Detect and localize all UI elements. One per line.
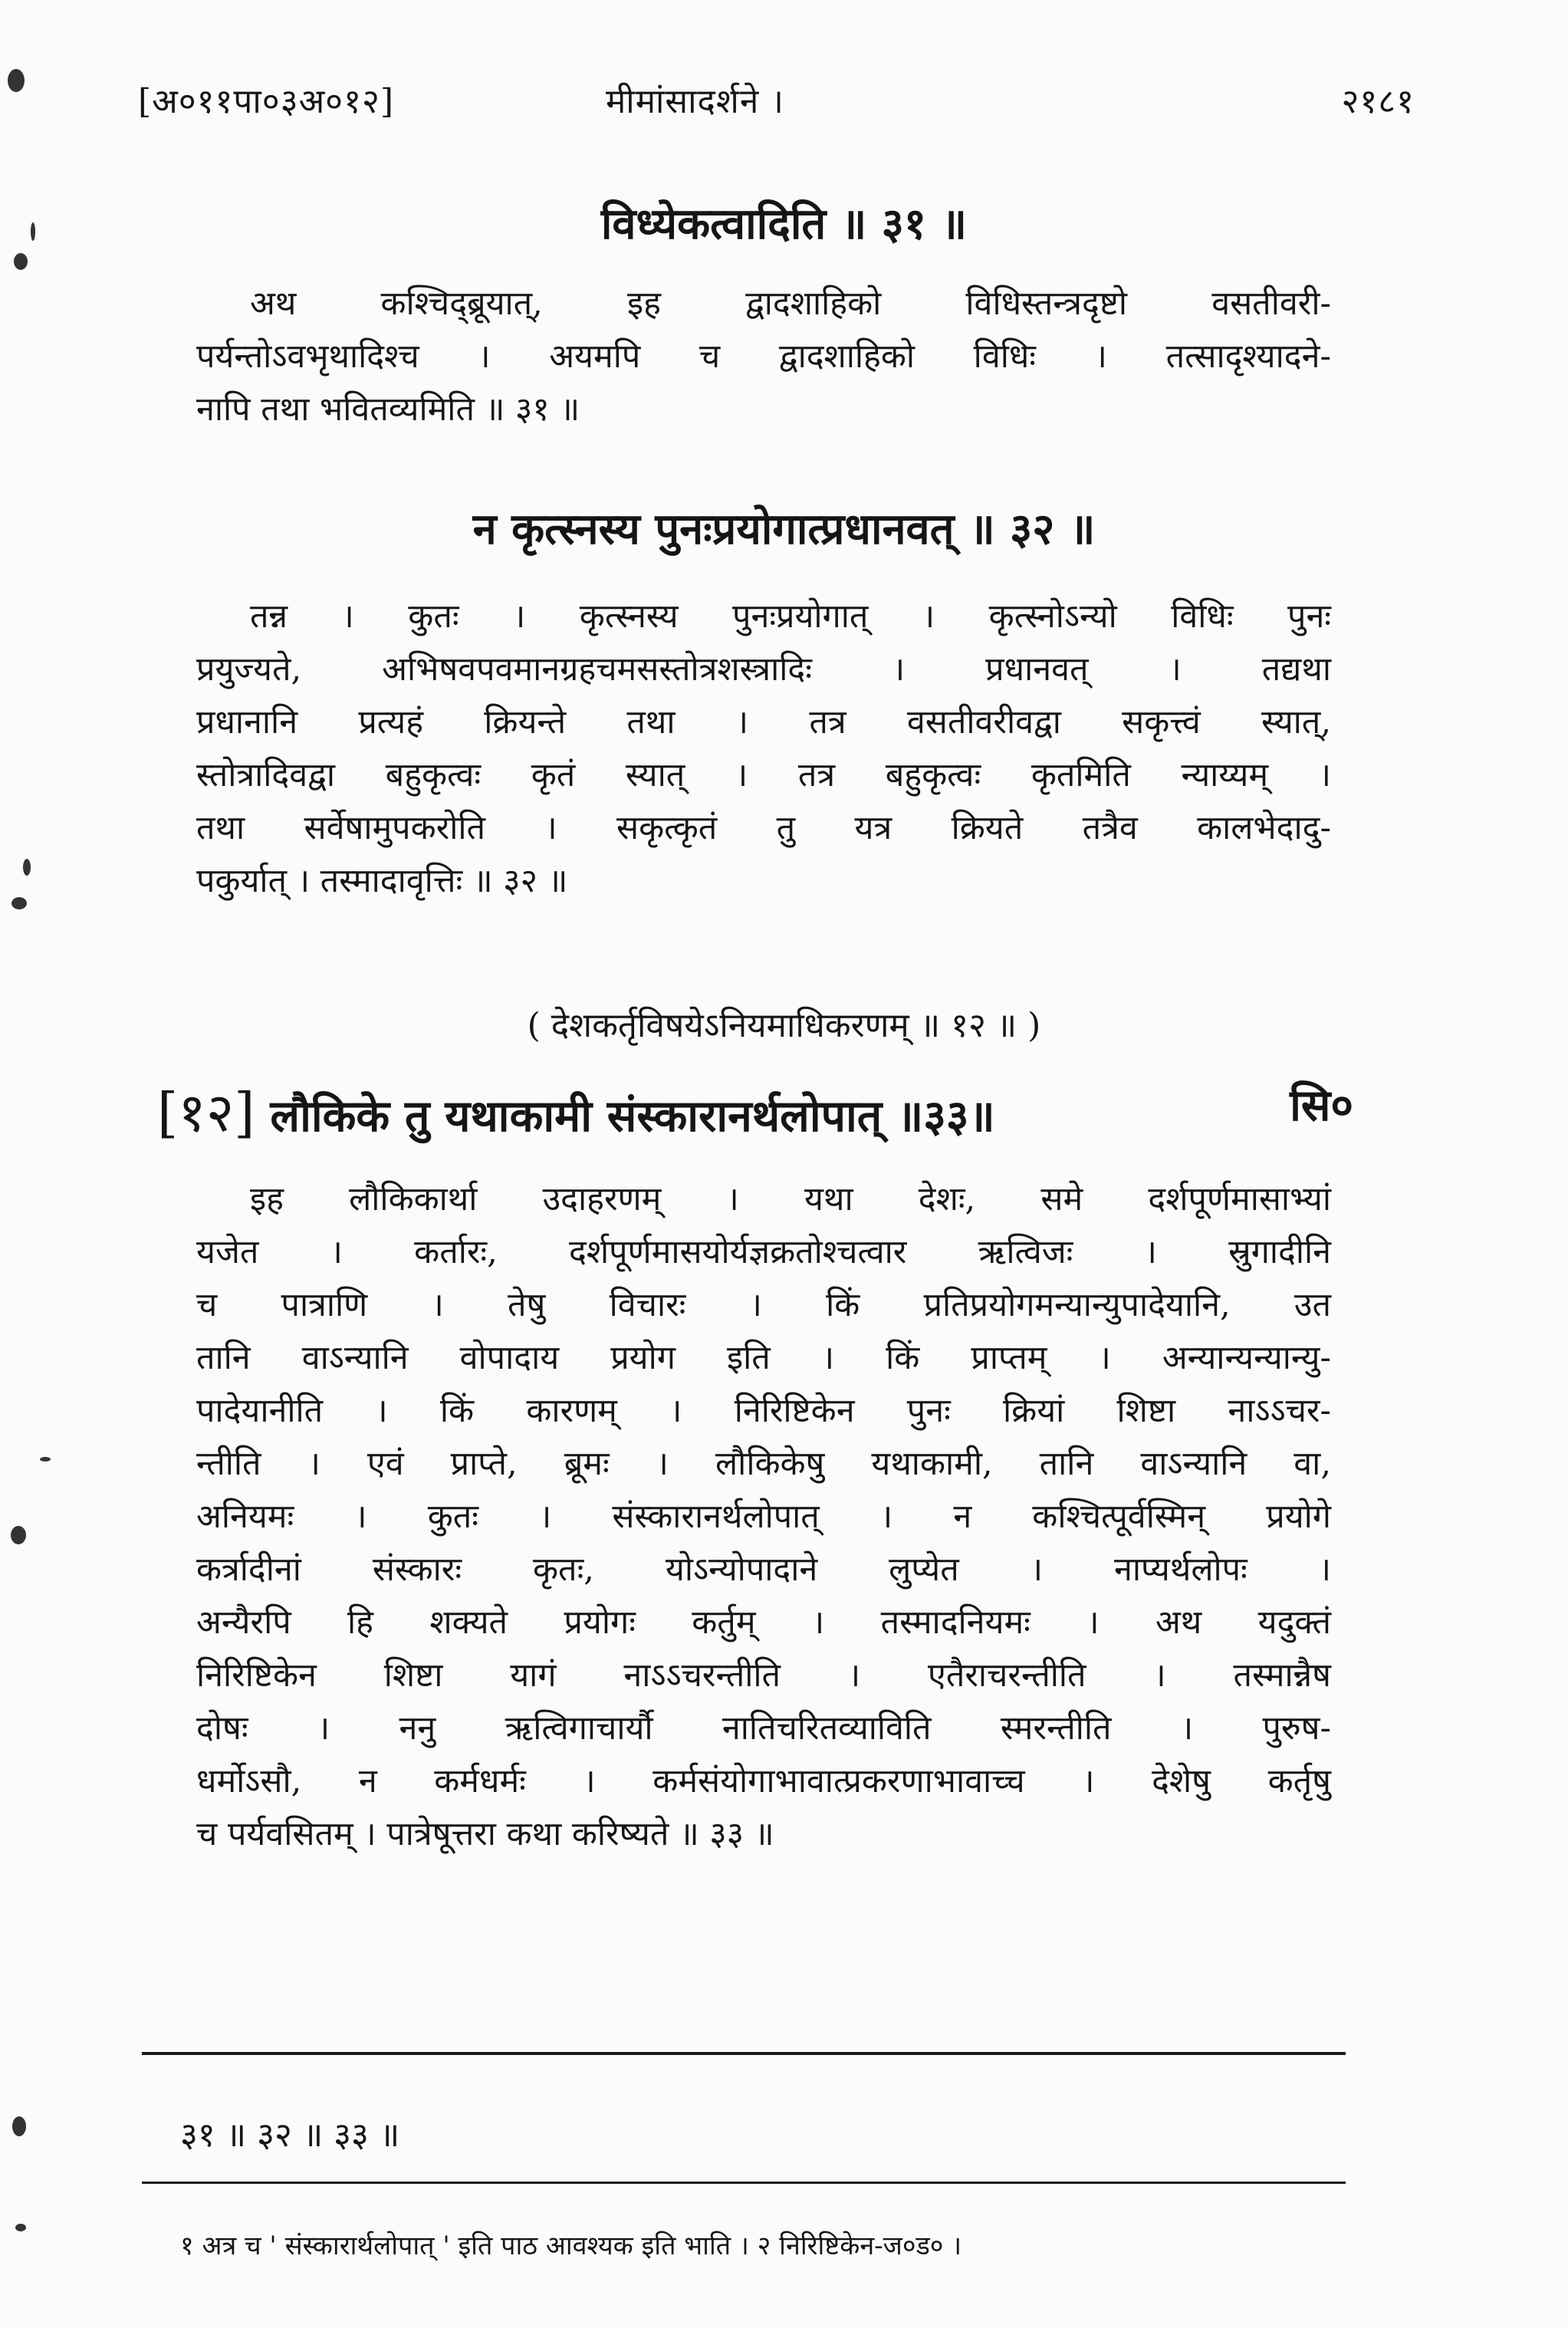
text-line: यजेत । कर्तारः, दर्शपूर्णमासयोर्यज्ञक्रतोश्चत्वार ऋत्विजः । स्रुगादीनि (196, 1233, 1331, 1271)
commentary-33 (196, 1173, 1331, 1861)
sutra-31: विध्येकत्वादिति ॥ ३१ ॥ (600, 199, 968, 249)
text-line: कर्त्रादीनां संस्कारः कृतः, योऽन्योपादाने लुप्येत । नाप्यर्थलोपः । (196, 1550, 1331, 1589)
footnote: १ अत्र च ' संस्कारार्थलोपात् ' इति पाठ आवश्यक इति भाति । २ निरिष्टिकेन-ज०ड० । (180, 2231, 962, 2261)
text-line: च पात्राणि । तेषु विचारः । किं प्रतिप्रयोगमन्यान्युपादेयानि, उत (196, 1286, 1331, 1324)
sutra-32: न कृत्स्नस्य पुनःप्रयोगात्प्रधानवत् ॥ ३२ ॥ (472, 504, 1096, 554)
text-line: नापि तथा भवितव्यमिति ॥ ३१ ॥ (196, 390, 580, 429)
text-line: तथा सर्वेषामुपकरोति । सकृत्कृतं तु यत्र क्रियते तत्रैव कालभेदादु- (196, 809, 1331, 847)
text-line: प्रयुज्यते, अभिषवपवमानग्रहचमसस्तोत्रशस्त्रादिः । प्रधानवत् । तद्यथा (196, 650, 1331, 689)
text-line: प्रधानानि प्रत्यहं क्रियन्ते तथा । तत्र वसतीवरीवद्वा सकृत्त्वं स्यात्, (196, 703, 1331, 741)
text-line: न्तीति । एवं प्राप्ते, ब्रूमः । लौकिकेषु यथाकामी, तानि वाऽन्यानि वा, (196, 1445, 1331, 1483)
commentary-31 (196, 278, 1331, 436)
sutra-reference-line: ३१ ॥ ३२ ॥ ३३ ॥ (180, 2116, 400, 2155)
text-line: धर्मोऽसौ, न कर्मधर्मः । कर्मसंयोगाभावात्प्रकरणाभावाच्च । देशेषु कर्तृषु (196, 1762, 1331, 1800)
text-line: पर्यन्तोऽवभृथादिश्च । अयमपि च द्वादशाहिको विधिः । तत्सादृश्यादने- (196, 337, 1331, 376)
footnote-separator-top (142, 2052, 1346, 2055)
scan-margin-marks (0, 0, 54, 2328)
commentary-32 (196, 590, 1331, 908)
text-line: तानि वाऽन्यानि वोपादाय प्रयोग इति । किं प्राप्तम् । अन्यान्यन्यान्यु- (196, 1339, 1331, 1377)
text-line: पकुर्यात् । तस्मादावृत्तिः ॥ ३२ ॥ (196, 862, 568, 900)
footnote-separator-bottom (142, 2182, 1346, 2184)
text-line: अथ कश्चिद्ब्रूयात्, इह द्वादशाहिको विधिस्तन्त्रदृष्टो वसतीवरी- (250, 284, 1331, 323)
text-line: इह लौकिकार्था उदाहरणम् । यथा देशः, समे दर्शपूर्णमासाभ्यां (250, 1180, 1331, 1218)
text-line: दोषः । ननु ऋत्विगाचार्यौ नातिचरितव्याविति स्मरन्तीति । पुरुष- (196, 1709, 1331, 1748)
header-section-ref: [अ०११पा०३अ०१२] (138, 82, 394, 121)
adhikarana-heading: ( देशकर्तृविषयेऽनियमाधिकरणम् ॥ १२ ॥ ) (527, 1006, 1041, 1045)
header-title: मीमांसादर्शने । (606, 82, 784, 121)
siddhanta-mark: सि० (1290, 1080, 1353, 1131)
text-line: पादेयानीति । किं कारणम् । निरिष्टिकेन पुनः क्रियां शिष्टा नाऽऽचर- (196, 1392, 1331, 1430)
text-line: स्तोत्रादिवद्वा बहुकृत्वः कृतं स्यात् । तत्र बहुकृत्वः कृतमिति न्याय्यम् । (196, 756, 1331, 794)
text-line: च पर्यवसितम् । पात्रेषूत्तरा कथा करिष्यते ॥ ३३ ॥ (196, 1815, 774, 1853)
sutra-33-text: लौकिके तु यथाकामी संस्कारानर्थलोपात् ॥३३॥ (270, 1090, 995, 1142)
text-line: तन्न । कुतः । कृत्स्नस्य पुनःप्रयोगात् । कृत्स्नोऽन्यो विधिः पुनः (250, 597, 1331, 636)
text-line: अन्यैरपि हि शक्यते प्रयोगः कर्तुम् । तस्मादनियमः । अथ यदुक्तं (196, 1603, 1331, 1642)
sutra-33 (157, 1074, 1353, 1147)
adhikarana-number: [१२] (157, 1081, 255, 1144)
page-number: २१८१ (1341, 82, 1415, 121)
text-line: निरिष्टिकेन शिष्टा यागं नाऽऽचरन्तीति । एतैराचरन्तीति । तस्मान्नैष (196, 1656, 1331, 1695)
text-line: अनियमः । कुतः । संस्कारानर्थलोपात् । न कश्चित्पूर्वस्मिन् प्रयोगे (196, 1498, 1331, 1536)
